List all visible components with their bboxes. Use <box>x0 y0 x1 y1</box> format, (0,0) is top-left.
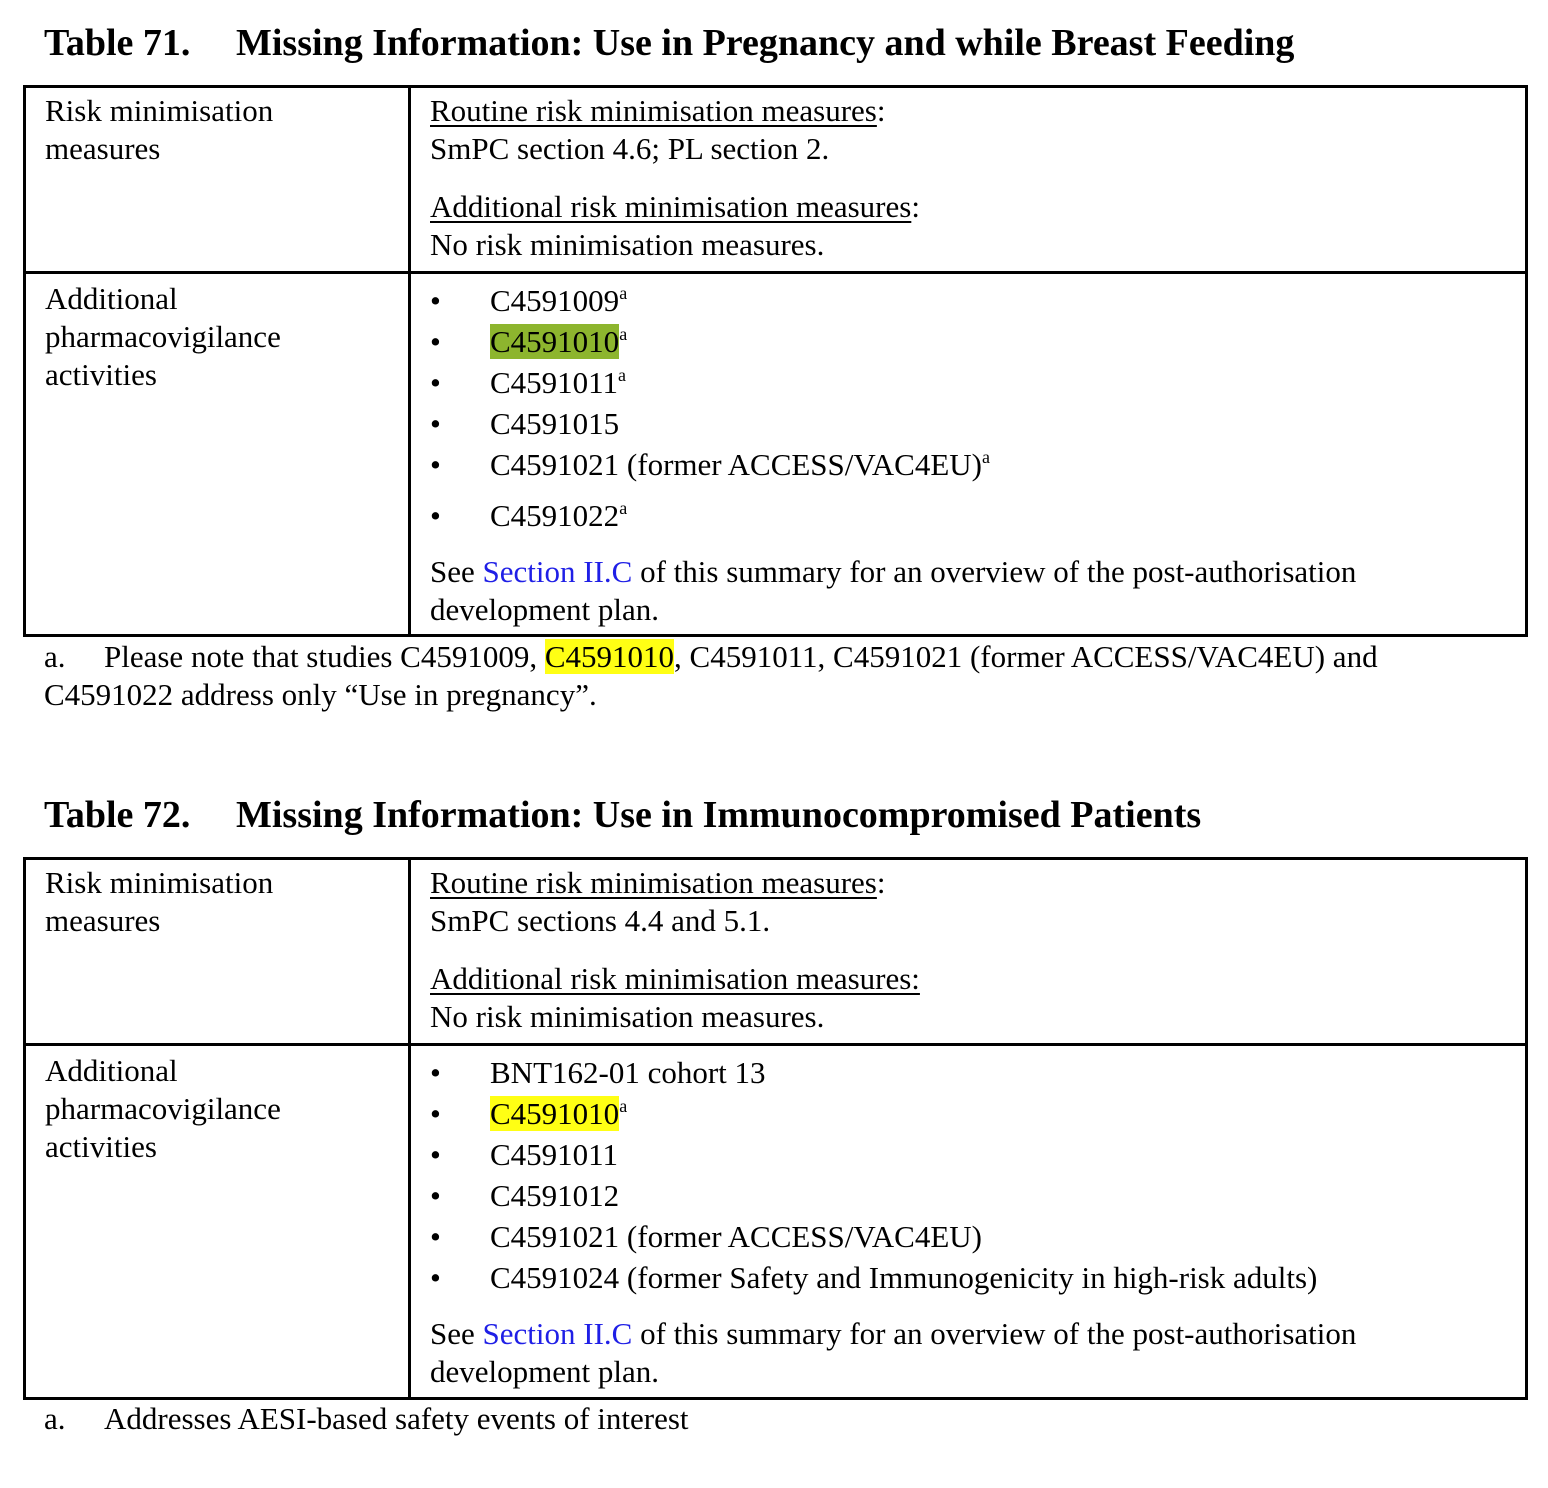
table-cell-content <box>410 859 1527 1045</box>
list-item: • C4591010$^a$ <box>430 323 1507 364</box>
table-72-footnote: a. Addresses AESI-based safety events of interest <box>44 1401 689 1436</box>
additional-measures-heading: Additional risk minimisation measures: <box>430 961 920 996</box>
see-section-note: See Section II.C of this summary for an overview of the post-authorisation development plan. <box>430 554 1357 627</box>
row-label-pharmacovigilance: Additional pharmacovigilance activities <box>45 1053 281 1164</box>
see-section-note: See Section II.C of this summary for an overview of the post-authorisation development plan. <box>430 1316 1357 1389</box>
list-item: • C4591009$^a$ <box>430 282 1507 323</box>
list-item: • C4591010$^a$ <box>430 1095 1507 1136</box>
section-link[interactable]: Section II.C <box>482 554 633 589</box>
table-cell-content <box>410 1045 1527 1399</box>
row-label-risk-minimisation: Risk minimisation measures <box>45 93 274 166</box>
table-cell-label <box>25 859 410 1045</box>
table-71-footnote: a. Please note that studies C4591009, C4591010, C4591011, C4591021 (former ACCESS/VAC4EU) and C4591022 address only “Use in pregnancy”. <box>44 639 1378 712</box>
list-item: • C4591011 <box>430 1136 1507 1177</box>
table-row <box>25 859 1527 1045</box>
row-label-pharmacovigilance: Additional pharmacovigilance activities <box>45 281 281 392</box>
routine-measures-heading: Routine risk minimisation measures: <box>430 865 886 900</box>
additional-measures-heading: Additional risk minimisation measures: <box>430 189 920 224</box>
table-72-title: Missing Information: Use in Immunocompromised Patients <box>236 794 1202 836</box>
routine-measures-text: SmPC sections 4.4 and 5.1. <box>430 903 771 938</box>
list-item: • C4591015 <box>430 405 1507 446</box>
list-item: • C4591024 (former Safety and Immunogenicity in high-risk adults) <box>430 1259 1507 1300</box>
table-72 <box>23 857 1528 1400</box>
section-link[interactable]: Section II.C <box>482 1316 633 1351</box>
additional-measures-text: No risk minimisation measures. <box>430 227 825 262</box>
table-cell-label <box>25 87 410 273</box>
routine-measures-text: SmPC section 4.6; PL section 2. <box>430 131 830 166</box>
table-72-number: Table 72. <box>44 794 191 836</box>
table-72-caption <box>44 793 1201 837</box>
table-row <box>25 87 1527 273</box>
routine-measures-heading: Routine risk minimisation measures: <box>430 93 886 128</box>
table-71-number: Table 71. <box>44 22 191 64</box>
highlighted-study: C4591010 <box>544 639 675 674</box>
list-item: • C4591021 (former ACCESS/VAC4EU)$^a$ <box>430 446 1507 497</box>
table-cell-content <box>410 273 1527 636</box>
highlighted-study: C4591010 <box>490 1096 620 1131</box>
list-item: • C4591012 <box>430 1177 1507 1218</box>
list-item: • C4591011$^a$ <box>430 364 1507 405</box>
study-list <box>430 1054 1507 1300</box>
table-row <box>25 273 1527 636</box>
table-cell-label <box>25 1045 410 1399</box>
table-cell-label <box>25 273 410 636</box>
list-item: • BNT162-01 cohort 13 <box>430 1054 1507 1095</box>
highlighted-study: C4591010 <box>490 324 620 359</box>
table-row <box>25 1045 1527 1399</box>
table-71-title: Missing Information: Use in Pregnancy and while Breast Feeding <box>236 22 1295 64</box>
study-list <box>430 282 1507 538</box>
list-item: • C4591022$^a$ <box>430 497 1507 538</box>
table-71-caption <box>44 21 1294 65</box>
table-71 <box>23 85 1528 637</box>
row-label-risk-minimisation: Risk minimisation measures <box>45 865 274 938</box>
table-cell-content <box>410 87 1527 273</box>
list-item: • C4591021 (former ACCESS/VAC4EU) <box>430 1218 1507 1259</box>
additional-measures-text: No risk minimisation measures. <box>430 999 825 1034</box>
